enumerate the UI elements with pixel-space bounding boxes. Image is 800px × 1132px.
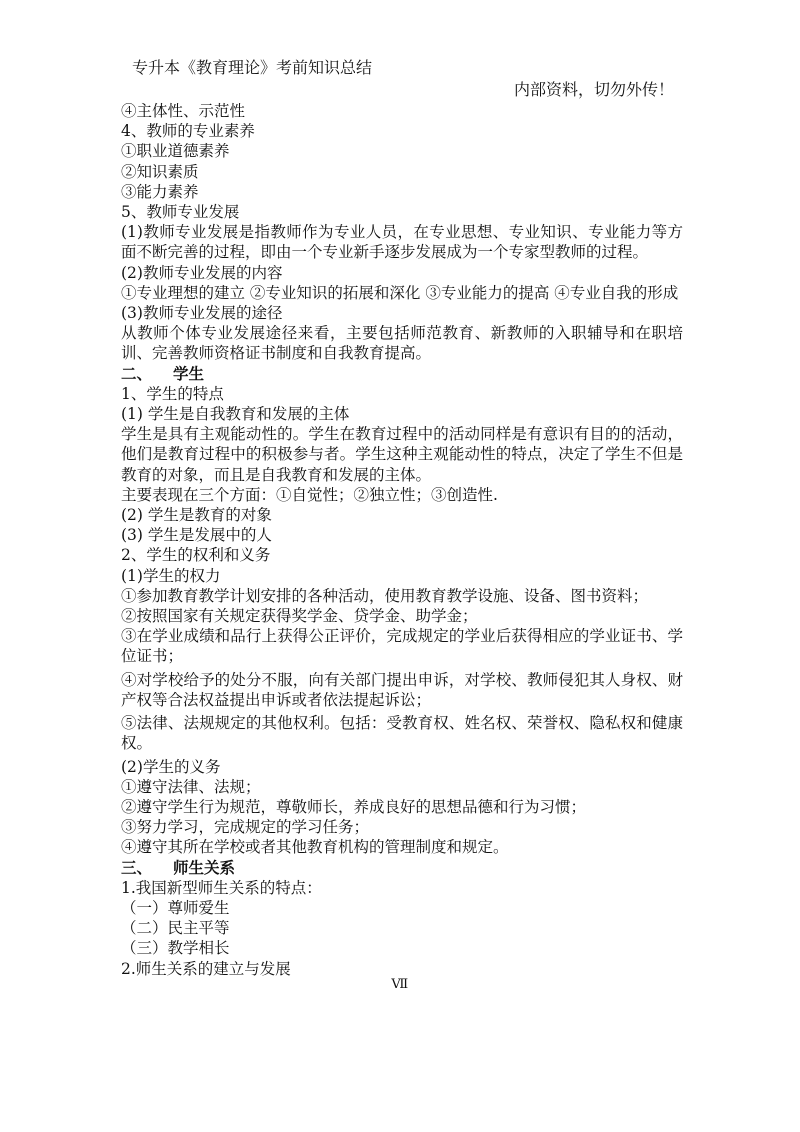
subheading: 4、教师的专业素养 [121,122,255,141]
list-item: ③能力素养 [121,182,199,201]
subheading: 1.我国新型师生关系的特点： [121,878,322,897]
subheading: (3) 学生是发展中的人 [121,526,272,545]
list-item: （一）尊师爱生 [121,898,230,917]
subheading: 5、教师专业发展 [121,203,240,222]
text-line: 主要表现在三个方面：①自觉性；②独立性；③创造性. [121,485,498,504]
subheading: (2)教师专业发展的内容 [121,263,283,282]
list-item: （二）民主平等 [121,919,230,938]
list-item: ②知识素质 [121,162,199,181]
section-heading-teacher-student [121,858,683,878]
subheading: (1)学生的权力 [121,566,221,585]
list-item: ③努力学习，完成规定的学习任务； [121,818,370,837]
subheading: (2) 学生是教育的对象 [121,506,272,525]
paragraph: 从教师个体专业发展途径来看，主要包括师范教育、新教师的入职辅导和在职培训、完善教师资格证书制度和自我教育提高。 [121,324,683,363]
text-line: ④主体性、示范性 [121,102,246,120]
subheading: (2)学生的义务 [121,757,221,776]
subheading: 1、学生的特点 [121,384,224,403]
list-item: ⑤法律、法规规定的其他权利。包括：受教育权、姓名权、荣誉权、隐私权和健康权。 [121,714,683,753]
section-heading-students [121,364,683,384]
list-item: ①遵守法律、法规； [121,777,261,796]
document-body [121,101,683,979]
list-item: ④遵守其所在学校或者其他教育机构的管理制度和规定。 [121,838,509,857]
list-item: ③在学业成绩和品行上获得公正评价，完成规定的学业后获得相应的学业证书、学位证书； [121,627,683,666]
list-item: （三）教学相长 [121,939,230,958]
subheading: (1) 学生是自我教育和发展的主体 [121,405,350,424]
section-number: 三、 [121,857,153,877]
section-number: 二、 [121,363,153,383]
list-item: ①参加教育教学计划安排的各种活动，使用教育教学设施、设备、图书资料； [121,586,649,605]
subheading: 2.师生关系的建立与发展 [121,959,291,978]
list-item: ①职业道德素养 [121,142,230,161]
page-number: Ⅶ [391,977,409,992]
paragraph: (1)教师专业发展是指教师作为专业人员，在专业思想、专业知识、专业能力等方面不断完善的过程，即由一个专业新手逐步发展成为一个专家型教师的过程。 [121,223,683,262]
header-notice: 内部资料，切勿外传！ [513,80,674,99]
paragraph: 学生是具有主观能动性的。学生在教育过程中的活动同样是有意识有目的的活动，他们是教育过程中的积极参与者。学生这种主观能动性的特点，决定了学生不但是教育的对象，而且是自我教育和发展的主体。 [121,425,683,484]
header-title: 专升本《教育理论》考前知识总结 [132,58,373,77]
subheading: (3)教师专业发展的途径 [121,304,283,323]
section-title: 学生 [173,363,205,383]
paragraph: ①专业理想的建立 ②专业知识的拓展和深化 ③专业能力的提高 ④专业自我的形成 [121,283,679,302]
list-item: ②按照国家有关规定获得奖学金、贷学金、助学金； [121,607,478,626]
subheading: 2、学生的权利和义务 [121,546,271,565]
list-item: ②遵守学生行为规范，尊敬师长，养成良好的思想品德和行为习惯； [121,797,587,816]
section-title: 师生关系 [173,857,236,877]
list-item: ④对学校给予的处分不服，向有关部门提出申诉，对学校、教师侵犯其人身权、财产权等合法权益提出申诉或者依法提起诉讼； [121,670,683,709]
